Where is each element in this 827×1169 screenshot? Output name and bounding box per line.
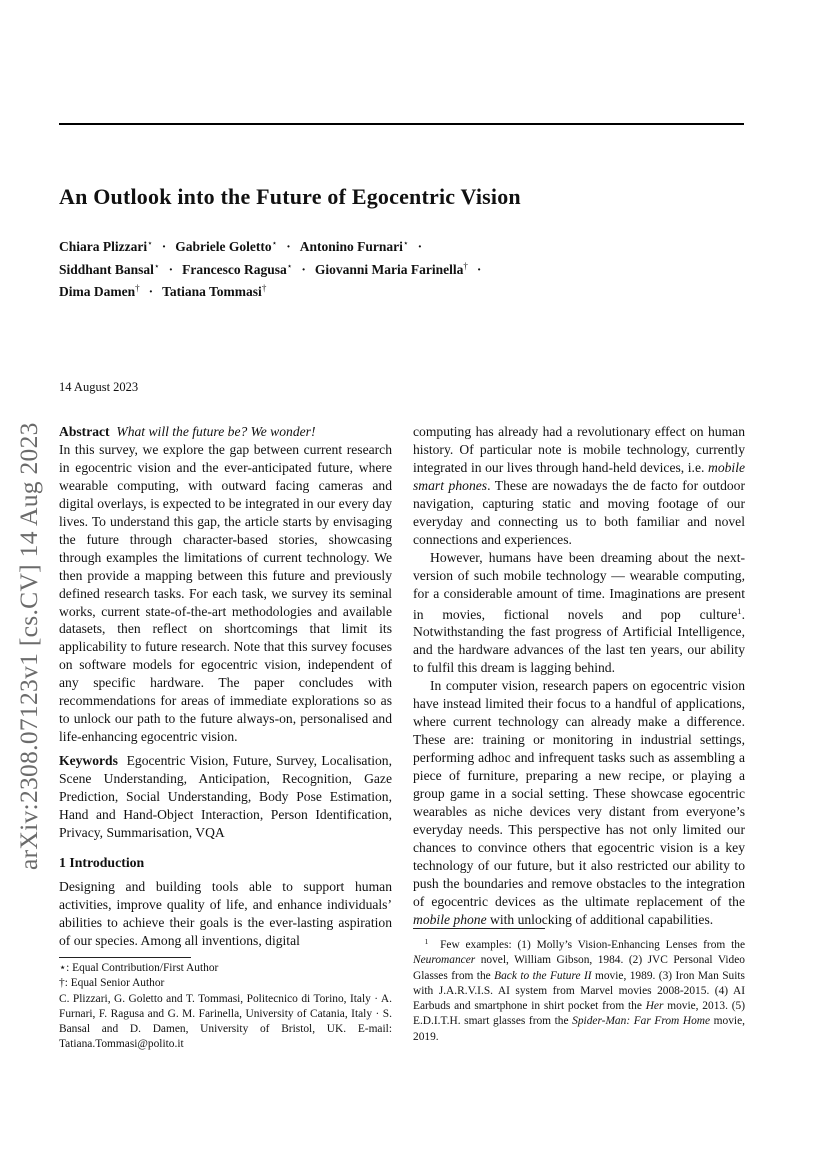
author-separator: · (161, 239, 167, 254)
arxiv-sidebar (14, 422, 43, 890)
body-paragraph (413, 423, 745, 549)
author-name: Giovanni Maria Farinella (314, 261, 464, 277)
paragraph-text: In computer vision, research papers on egocentric vision have instead limited their focus to a handful of applications, where current technology can already make a difference. These are: training or monitoring in industrial settings, performing adhoc and infrequent tasks such as assembling a piece of furniture, preparing a new recipe, or playing a group game in a social setting. These showcase egocentric wearables as niche devices very distant from everyone’s everyday needs. This perspective has not only limited our chances to convince others that egocentric vision is a key technology of our future, but it also restricted our ability to push the boundaries and remove obstacles to the integration of egocentric devices as the ultimate replacement of the (413, 678, 745, 909)
footnote-text: Few examples: (1) Molly’s Vision-Enhancing Lenses from the (440, 939, 746, 951)
author-separator: · (417, 239, 423, 254)
left-footnote-rule (59, 957, 191, 958)
footnote-number: 1 (424, 937, 429, 946)
author-name: Chiara Plizzari (59, 239, 148, 254)
author-mark: † (261, 283, 267, 293)
author-mark: † (135, 283, 140, 293)
paragraph-text: . Notwithstanding the fast progress of Artificial Intelligence, and the hardware advances of the last ten years, our ability to fulfil this dream is lagging behind. (413, 606, 745, 676)
footnote-examples (413, 934, 745, 1045)
right-footnote-rule (413, 928, 545, 929)
author-name: Antonino Furnari (299, 239, 403, 254)
author-mark: ⋆ (271, 238, 278, 248)
author-name: Dima Damen (59, 284, 136, 299)
paragraph-text: computing has already had a revolutionary effect on human history. Of particular note is mobile technology, currently integrated in our lives through hand-held devices, i.e. (413, 424, 745, 475)
footnote-emphasis: Her (645, 1000, 664, 1013)
author-name: Gabriele Goletto (175, 239, 272, 254)
emphasis-text: mobile smart phones (413, 459, 745, 493)
author-mark: † (463, 260, 468, 271)
author-list (59, 234, 759, 302)
abstract-heading: Abstract (59, 424, 110, 439)
abstract-tagline: What will the future be? We wonder! (116, 424, 316, 439)
footnote-reference[interactable]: 1 (737, 605, 742, 616)
footnote-emphasis: Spider-Man: Far From Home (572, 1015, 711, 1028)
paragraph-text: with unlocking of additional capabilities. (486, 911, 714, 927)
author-separator: · (301, 261, 306, 277)
author-name: Tatiana Tommasi (162, 284, 262, 299)
paper-title: An Outlook into the Future of Egocentric Vision (59, 184, 521, 209)
right-column (413, 423, 745, 929)
author-separator: · (168, 261, 174, 277)
footnote-equal-senior: †: Equal Senior Author (59, 977, 165, 990)
keywords (59, 752, 392, 842)
footnote-equal-contribution: ⋆: Equal Contribution/First Author (59, 962, 219, 974)
body-paragraph (413, 677, 745, 928)
keywords-body: Egocentric Vision, Future, Survey, Localisation, Scene Understanding, Anticipation, Recognition, Gaze Prediction, Social Understanding, Body Pose Estimation, Hand and Hand-Object Interaction, Person Identification, Privacy, Summarisation, VQA (59, 753, 392, 840)
footnote-emphasis: Back to the Future II (494, 969, 592, 982)
author-mark: ⋆ (286, 260, 293, 271)
author-separator: · (148, 284, 154, 299)
section-heading-introduction: 1 Introduction (59, 854, 145, 870)
author-name: Siddhant Bansal (59, 261, 154, 277)
footnote-text: movie, 1989. (3) Iron Man Suits with J.A.R.V.I.S. AI system from Marvel movies 2008-2015. (4) AI Earbuds and smartphone in shirt pocket from the (413, 969, 745, 1013)
paragraph-text: . These are nowadays the de facto for outdoor navigation, capturing static and moving footage of our everyday and connecting us to both familiar and novel connections and experiences. (413, 477, 745, 547)
author-mark: ⋆ (147, 238, 153, 248)
author-mark: ⋆ (153, 260, 160, 271)
header-rule (59, 123, 744, 125)
footnote-text: movie, 2013. (5) E.D.I.T.H. smart glasses from the (413, 1000, 745, 1028)
footnote-text: movie, 2019. (413, 1015, 745, 1043)
paragraph-text: However, humans have been dreaming about the next-version of such mobile technology — wearable computing, for a considerable amount of time. Imaginations are present in movies, fictional novels and pop culture (413, 549, 745, 622)
footnote-affiliations: C. Plizzari, G. Goletto and T. Tommasi, Politecnico di Torino, Italy · A. Furnari, F. Ragusa and G. M. Farinella, University of Catania, Italy · S. Bansal and D. Damen, University of Bristol, UK. E-mail: Tatiana.Tommasi@polito.it (59, 992, 392, 1051)
abstract-body: In this survey, we explore the gap between current research in egocentric vision and the ever-anticipated future, where wearable computing, with outward facing cameras and digital overlays, is expected to be integrated in our every day lives. To understand this gap, the article starts by envisaging the future through character-based stories, showcasing through examples the limitations of current technology. We then provide a mapping between this future and previously defined research tasks. For each task, we survey its seminal works, current state-of-the-art methodologies and available datasets, then reflect on shortcomings that limit its applicability to future research. Note that this survey focuses on software models for egocentric vision, independent of any specific hardware. The paper concludes with recommendations for areas of immediate explorations so as to unlock our path to the future always-on, personalised and life-enhancing egocentric vision. (59, 441, 392, 745)
keywords-heading: Keywords (59, 753, 118, 769)
abstract (59, 423, 392, 746)
left-column (59, 423, 392, 950)
footnote-emphasis: Neuromancer (413, 954, 476, 967)
author-separator: · (286, 239, 291, 254)
intro-paragraph: Designing and building tools able to support human activities, improve quality of life, and enhance individuals’ abilities to achieve their goals is the ever-lasting aspiration of our species. Among all inventions, digital (59, 878, 392, 948)
arxiv-identifier[interactable]: arXiv:2308.07123v1 [cs.CV] 14 Aug 2023 (14, 422, 43, 870)
author-mark: ⋆ (402, 238, 409, 248)
author-name: Francesco Ragusa (182, 261, 287, 277)
publication-date: 14 August 2023 (59, 380, 139, 394)
footnote-text: novel, William Gibson, 1984. (2) JVC Personal Video Glasses from the (413, 954, 745, 982)
author-separator: · (476, 261, 482, 277)
left-footnotes (59, 961, 392, 1053)
body-paragraph (413, 549, 745, 678)
emphasis-text: mobile phone (413, 911, 487, 927)
right-footnote (413, 934, 745, 1045)
